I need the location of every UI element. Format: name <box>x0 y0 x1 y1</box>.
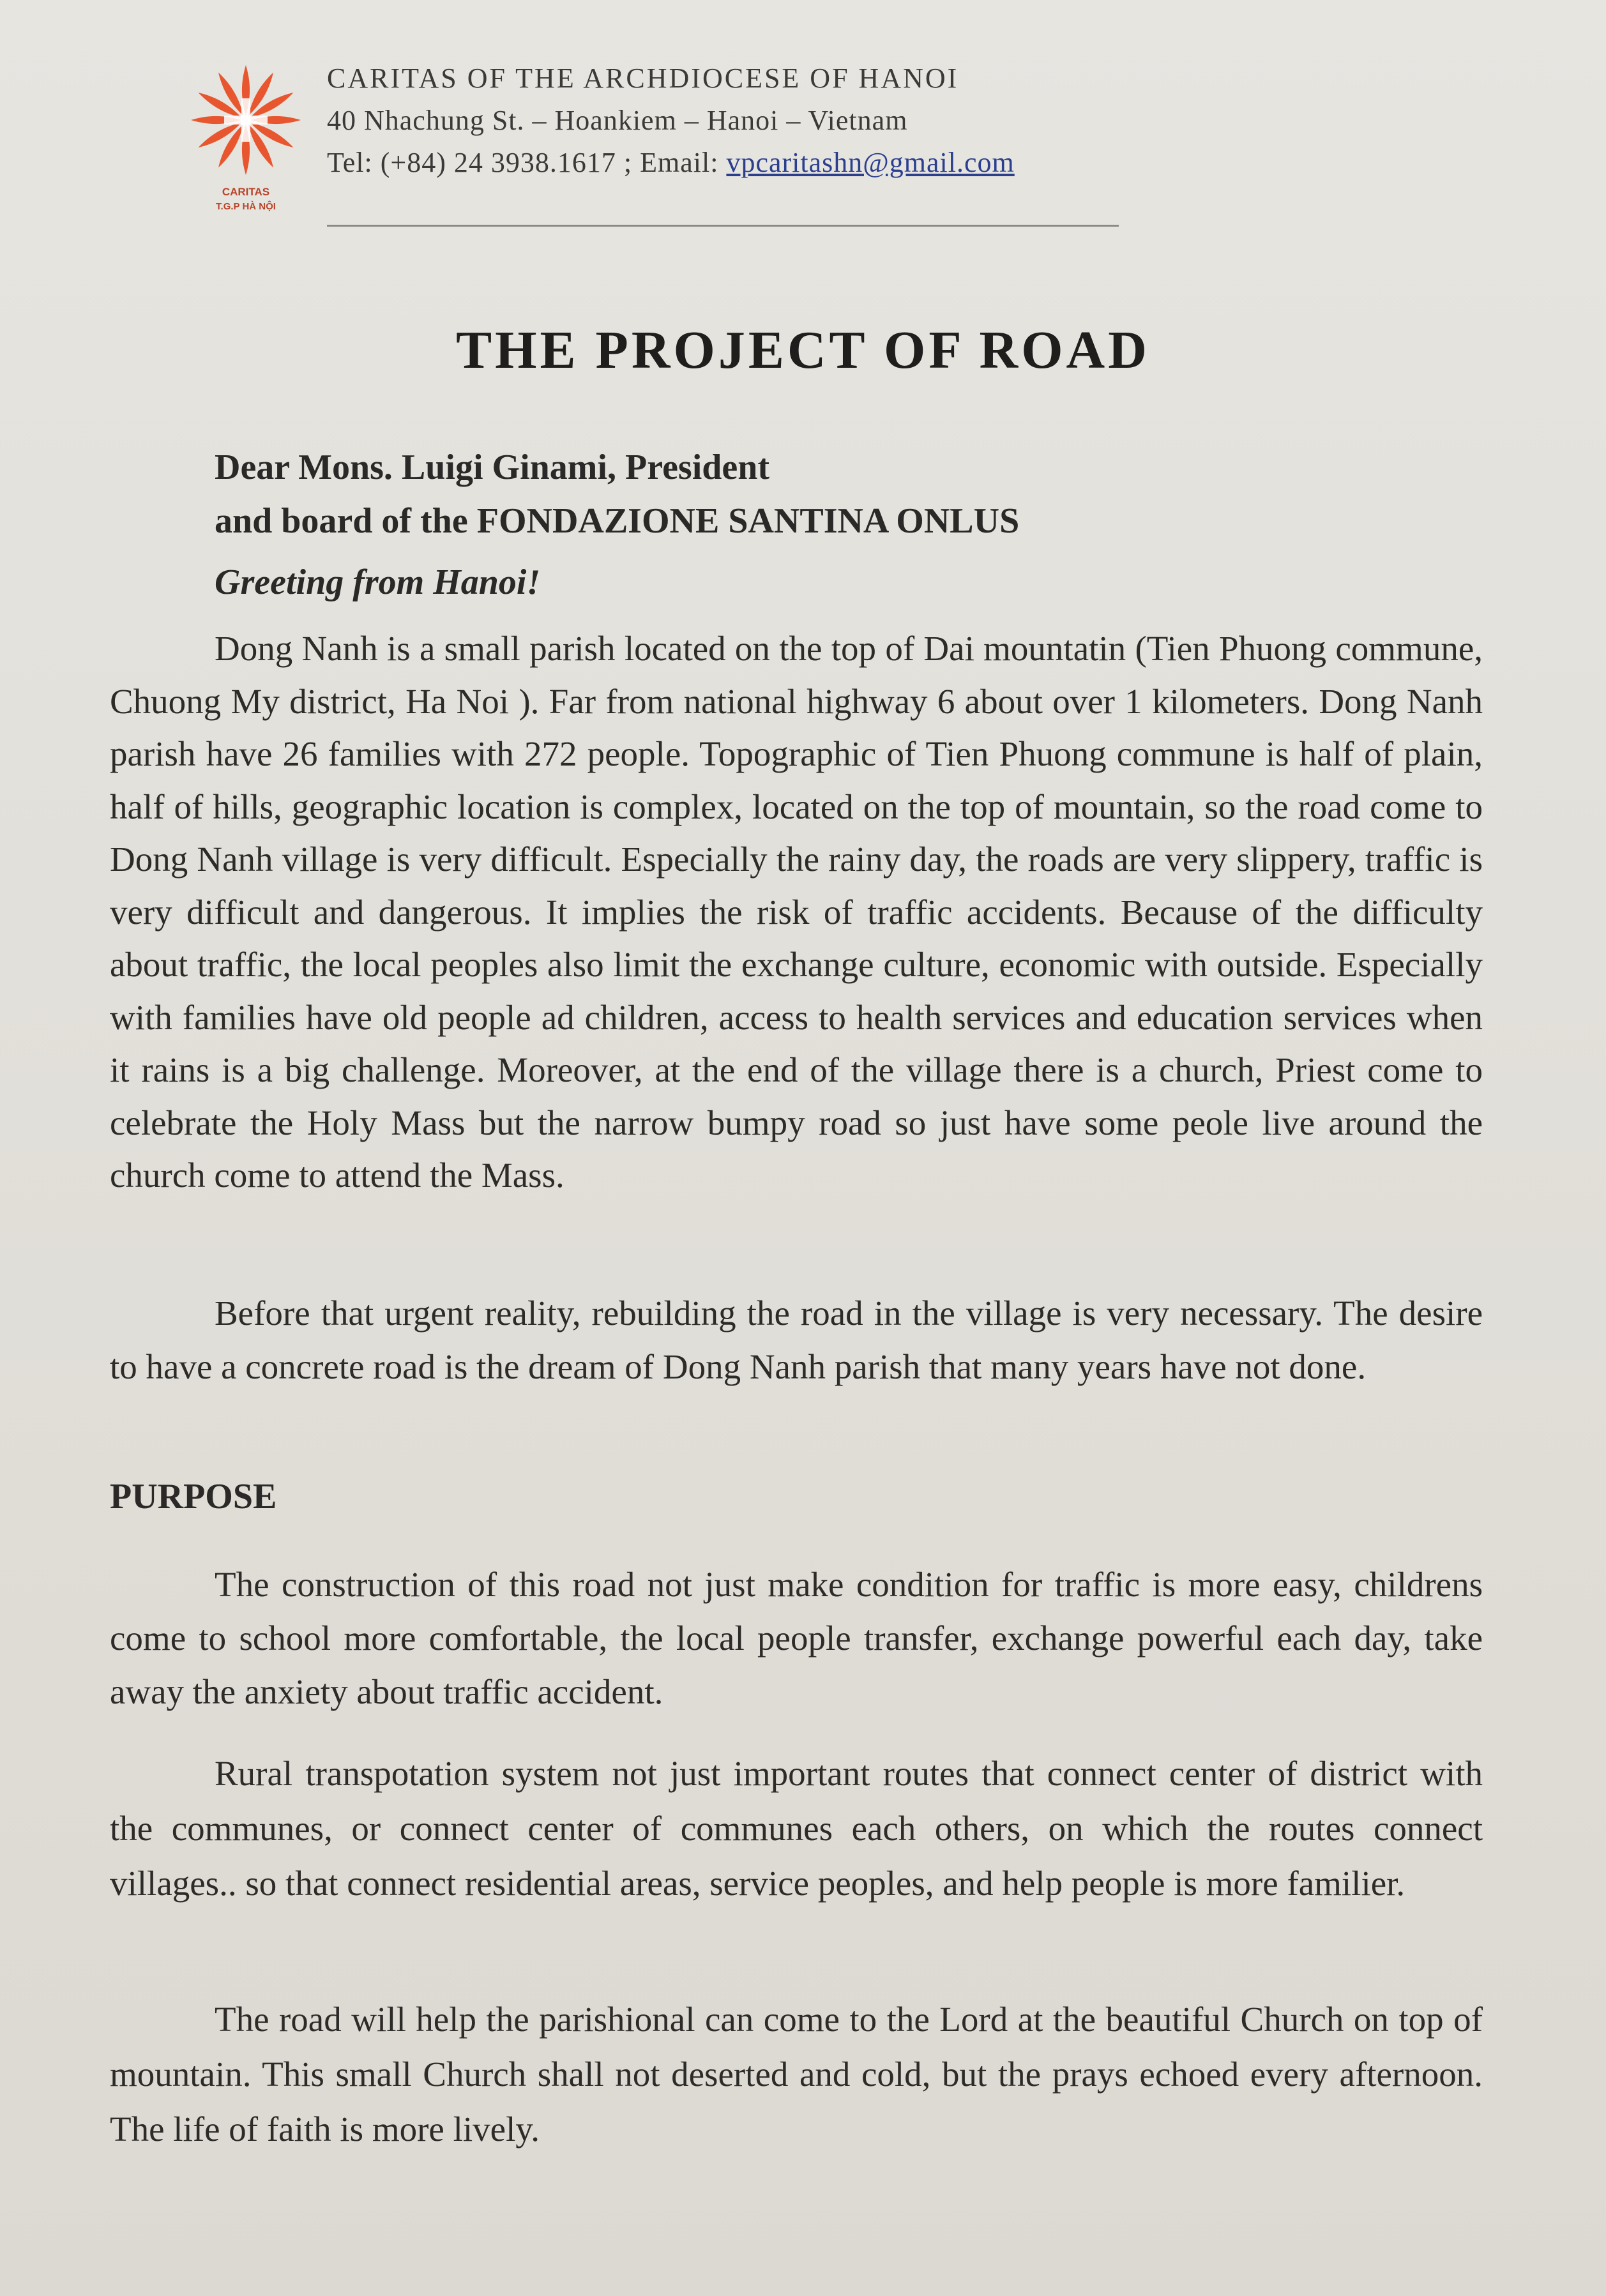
email-link[interactable]: vpcaritashn@gmail.com <box>726 147 1015 178</box>
letterhead-text <box>327 57 1157 184</box>
logo-caption-line2: T.G.P HÀ NỘI <box>216 201 276 212</box>
paragraph-necessity: Before that urgent reality, rebuilding the road in the village is very necessary. The desire to have a concrete road is the dream of Dong Nanh parish that many years have not done. <box>110 1294 1483 1386</box>
letterhead <box>185 57 1143 230</box>
document-title: THE PROJECT OF ROAD <box>456 321 1150 380</box>
organization-address: 40 Nhachung St. – Hoankiem – Hanoi – Vietnam <box>327 105 908 136</box>
salutation-line-2: and board of the FONDAZIONE SANTINA ONLUS <box>215 501 1020 541</box>
caritas-flame-cross-icon <box>185 61 307 215</box>
logo-caption-line1: CARITAS <box>222 186 270 198</box>
letterhead-divider <box>327 225 1119 227</box>
paragraph-purpose-rural-transport: Rural transpotation system not just important routes that connect center of district with the communes, or connect center of communes each others, on which the routes connect villages.. so that connect residential areas, service peoples, and help people is more familier. <box>110 1754 1483 1903</box>
paragraph-purpose-faith: The road will help the parishional can come to the Lord at the beautiful Church on top of mountain. This small Church shall not deserted and cold, but the prays echoed every afternoon. The life of faith is more lively. <box>110 2000 1483 2149</box>
purpose-heading: PURPOSE <box>110 1477 277 1516</box>
paragraph-background: Dong Nanh is a small parish located on the top of Dai mountatin (Tien Phuong commune, Chuong My district, Ha Noi ). Far from national highway 6 about over 1 kilometers. Dong Nanh parish have 26 families with 272 people. Topographic of Tien Phuong commune is half of plain, half of hills, geographic location is complex, located on the top of mountain, so the road come to Dong Nanh village is very difficult. Especially the rainy day, the roads are very slippery, traffic is very difficult and dangerous. It implies the risk of traffic accidents. Because of the difficulty about traffic, the local peoples also limit the exchange culture, economic with outside. Especially with families have old people ad children, access to health services and education services when it rains is a big challenge. Moreover, at the end of the village there is a church, Priest come to celebrate the Holy Mass but the narrow bumpy road so just have some peole live around the church come to attend the Mass. <box>110 629 1483 1195</box>
salutation <box>215 441 1019 548</box>
greeting: Greeting from Hanoi! <box>215 563 541 602</box>
paragraph-purpose-traffic: The construction of this road not just make condition for traffic is more easy, childrens come to school more comfortable, the local people transfer, exchange powerful each day, take away the anxiety about traffic accident. <box>110 1565 1483 1711</box>
salutation-line-1: Dear Mons. Luigi Ginami, President <box>215 448 770 487</box>
contact-phone: Tel: (+84) 24 3938.1617 ; Email: <box>327 147 727 178</box>
organization-name: CARITAS OF THE ARCHDIOCESE OF HANOI <box>327 63 959 94</box>
organization-contact <box>327 142 1157 184</box>
